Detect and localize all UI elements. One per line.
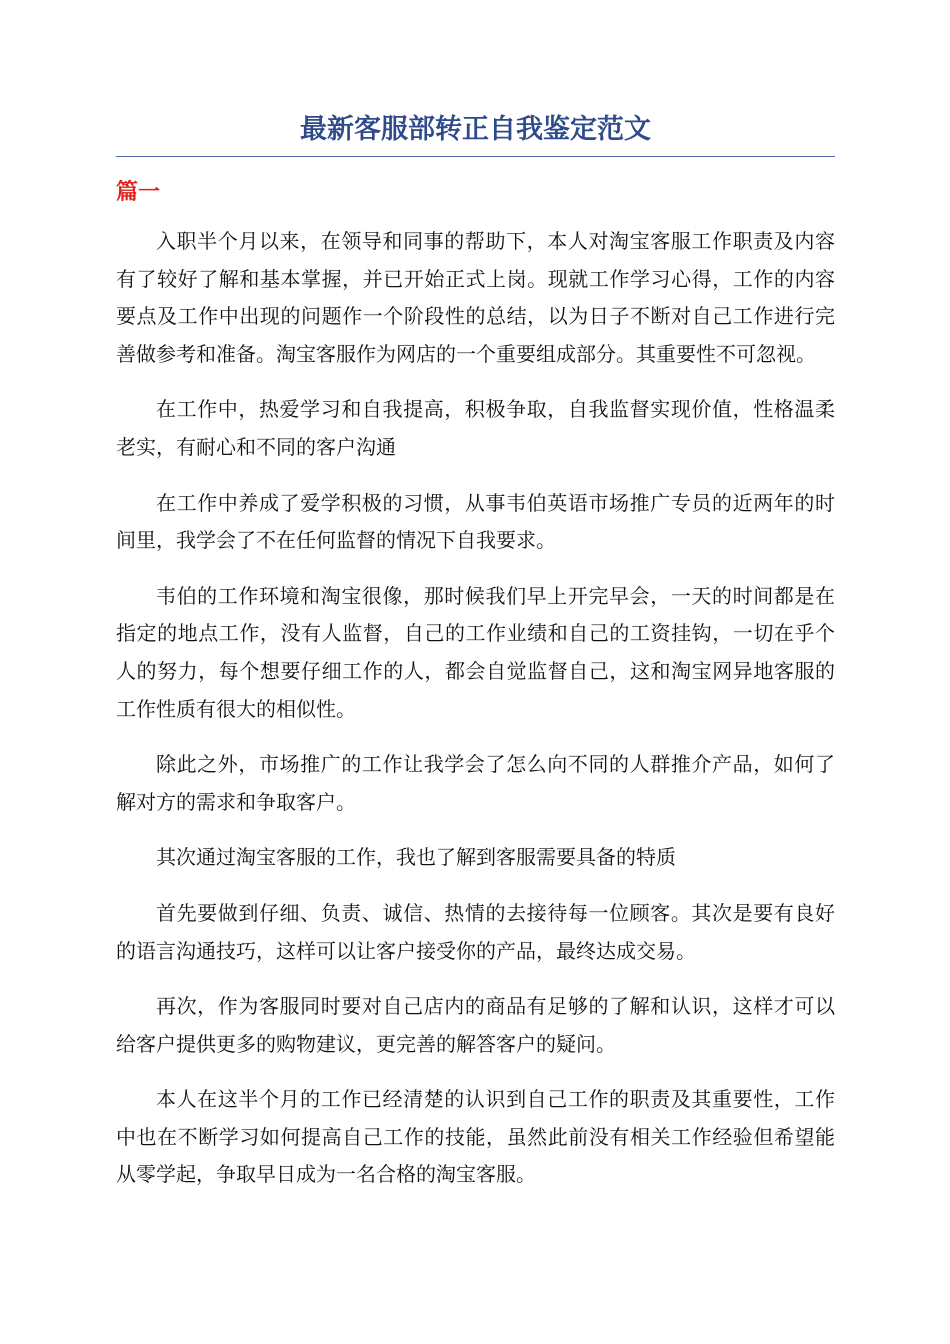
paragraph: 首先要做到仔细、负责、诚信、热情的去接待每一位顾客。其次是要有良好的语言沟通技巧，这样可以让客户接受你的产品，最终达成交易。 [116,900,835,963]
paragraph: 在工作中养成了爱学积极的习惯，从事韦伯英语市场推广专员的近两年的时间里，我学会了不在任何监督的情况下自我要求。 [116,490,835,553]
paragraph: 入职半个月以来，在领导和同事的帮助下，本人对淘宝客服工作职责及内容有了较好了解和基本掌握，并已开始正式上岗。现就工作学习心得，工作的内容要点及工作中出现的问题作一个阶段性的总结，以为日子不断对自己工作进行完善做参考和准备。淘宝客服作为网店的一个重要组成部分。其重要性不可忽视。 [116,229,835,366]
document-title: 最新客服部转正自我鉴定范文 [116,108,835,157]
document-body [116,223,835,1194]
paragraph: 本人在这半个月的工作已经清楚的认识到自己工作的职责及其重要性，工作中也在不断学习如何提高自己工作的技能，虽然此前没有相关工作经验但希望能从零学起，争取早日成为一名合格的淘宝客服。 [116,1087,835,1187]
section-heading: 篇一 [116,180,161,205]
paragraph: 其次通过淘宝客服的工作，我也了解到客服需要具备的特质 [156,845,676,870]
paragraph: 除此之外，市场推广的工作让我学会了怎么向不同的人群推介产品，如何了解对方的需求和争取客户。 [116,752,835,814]
paragraph: 在工作中，热爱学习和自我提高，积极争取，自我监督实现价值，性格温柔老实，有耐心和不同的客户沟通 [116,397,835,459]
document-page [116,108,835,1212]
paragraph: 再次，作为客服同时要对自己店内的商品有足够的了解和认识，这样才可以给客户提供更多的购物建议，更完善的解答客户的疑问。 [116,994,835,1056]
paragraph: 韦伯的工作环境和淘宝很像，那时候我们早上开完早会，一天的时间都是在指定的地点工作，没有人监督，自己的工作业绩和自己的工资挂钩，一切在乎个人的努力，每个想要仔细工作的人，都会自觉监督自己，这和淘宝网异地客服的工作性质有很大的相似性。 [116,583,835,721]
